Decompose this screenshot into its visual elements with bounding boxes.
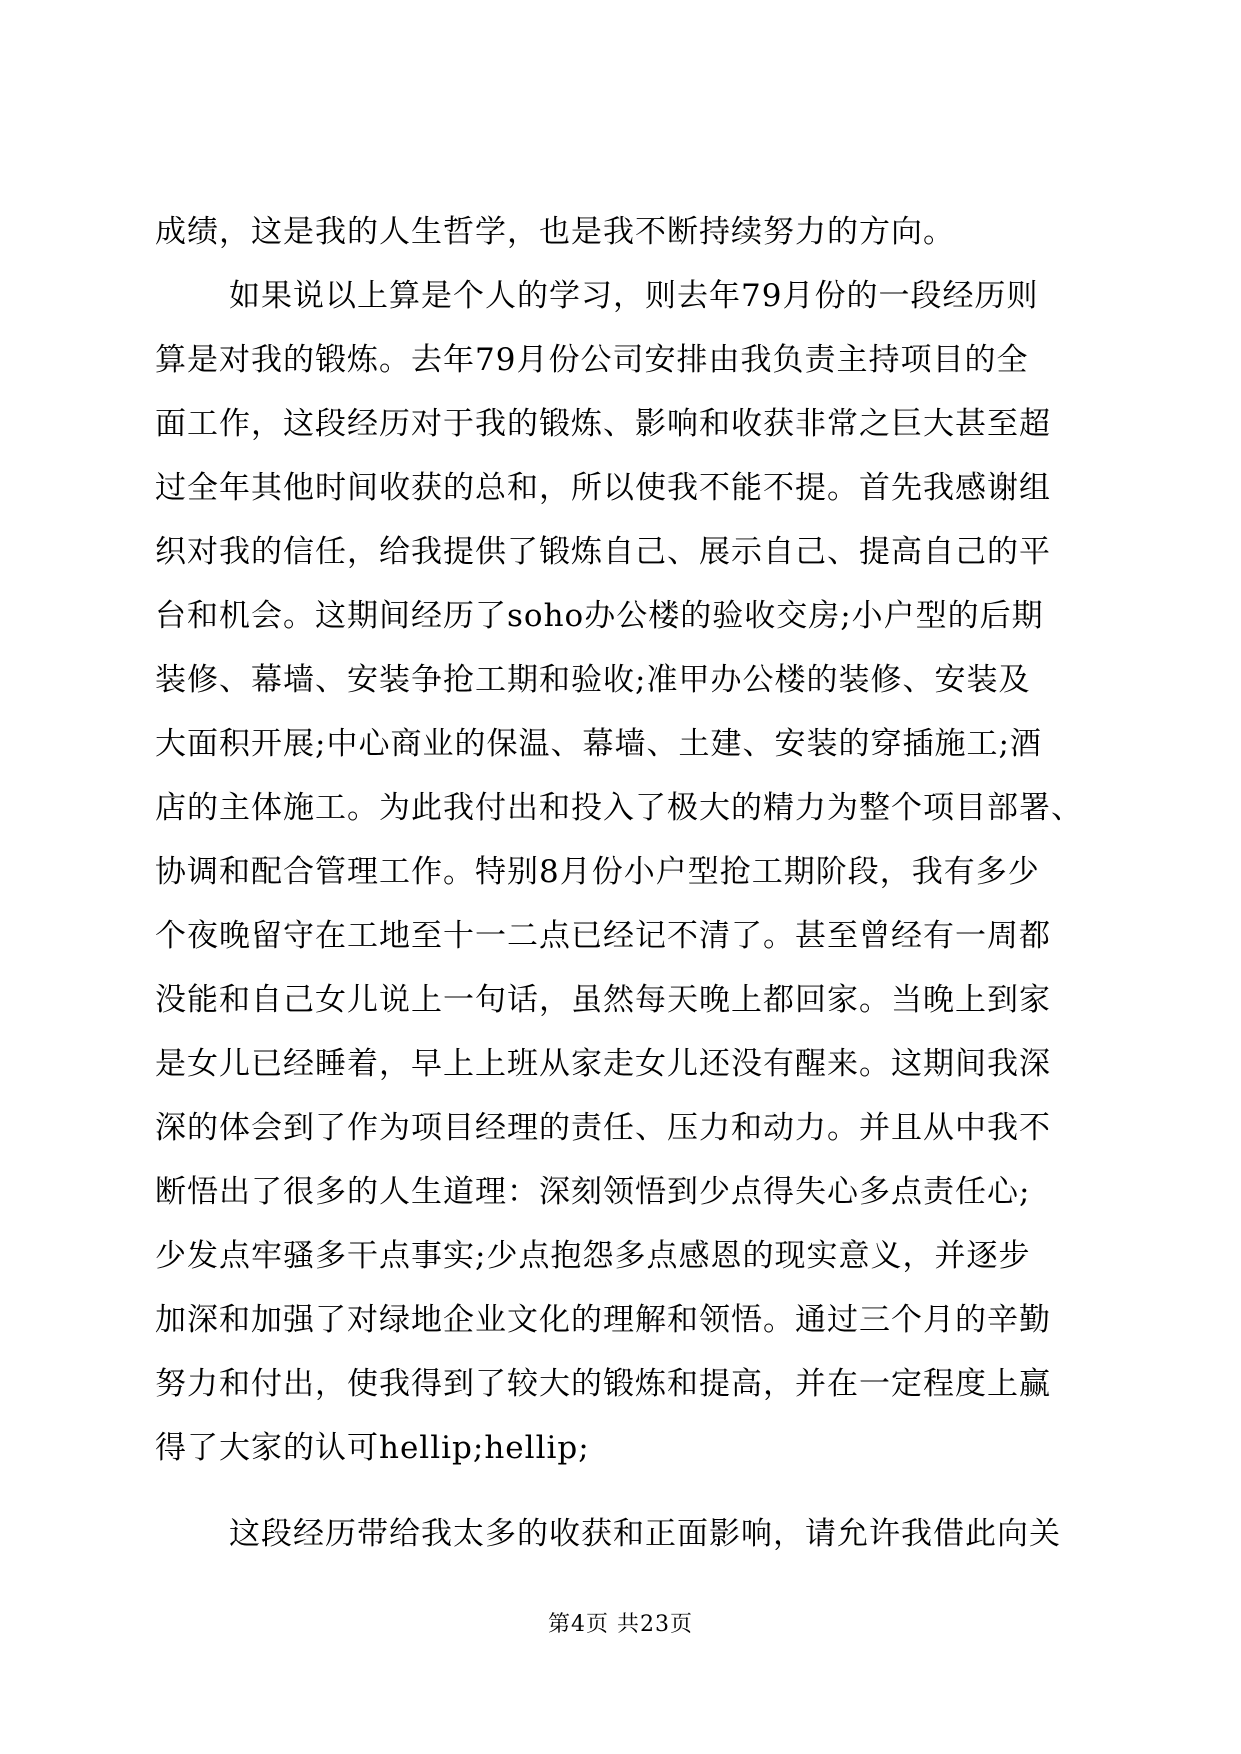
text-line: 算是对我的锻炼。去年79月份公司安排由我负责主持项目的全 <box>155 342 1029 378</box>
text-line: 个夜晚留守在工地至十一二点已经记不清了。甚至曾经有一周都 <box>155 918 1051 954</box>
text-line: 少发点牢骚多干点事实;少点抱怨多点感恩的现实意义，并逐步 <box>155 1238 1031 1274</box>
text-line: 面工作，这段经历对于我的锻炼、影响和收获非常之巨大甚至超 <box>155 406 1051 442</box>
text-line: 店的主体施工。为此我付出和投入了极大的精力为整个项目部署、 <box>155 790 1083 826</box>
text-line: 深的体会到了作为项目经理的责任、压力和动力。并且从中我不 <box>155 1110 1051 1146</box>
text-line: 过全年其他时间收获的总和，所以使我不能不提。首先我感谢组 <box>155 470 1051 506</box>
text-line: 台和机会。这期间经历了soho办公楼的验收交房;小户型的后期 <box>155 598 1044 634</box>
text-line: 得了大家的认可hellip;hellip; <box>155 1430 590 1466</box>
text-line: 断悟出了很多的人生道理：深刻领悟到少点得失心多点责任心; <box>155 1174 1031 1210</box>
text-line: 大面积开展;中心商业的保温、幕墙、土建、安装的穿插施工;酒 <box>155 726 1042 762</box>
text-line: 成绩，这是我的人生哲学，也是我不断持续努力的方向。 <box>155 214 955 250</box>
body-text <box>155 200 1085 1566</box>
text-line: 装修、幕墙、安装争抢工期和验收;准甲办公楼的装修、安装及 <box>155 662 1031 698</box>
text-line: 协调和配合管理工作。特别8月份小户型抢工期阶段，我有多少 <box>155 854 1040 890</box>
paragraph-start-line: 如果说以上算是个人的学习，则去年79月份的一段经历则 <box>229 278 1039 314</box>
paragraph-start-line: 这段经历带给我太多的收获和正面影响，请允许我借此向关 <box>229 1516 1061 1552</box>
text-line: 没能和自己女儿说上一句话，虽然每天晚上都回家。当晚上到家 <box>155 982 1051 1018</box>
text-line: 努力和付出，使我得到了较大的锻炼和提高，并在一定程度上赢 <box>155 1366 1051 1402</box>
text-line: 加深和加强了对绿地企业文化的理解和领悟。通过三个月的辛勤 <box>155 1302 1051 1338</box>
text-line: 织对我的信任，给我提供了锻炼自己、展示自己、提高自己的平 <box>155 534 1051 570</box>
page-number-footer: 第4页 共23页 <box>548 1612 693 1637</box>
text-line: 是女儿已经睡着，早上上班从家走女儿还没有醒来。这期间我深 <box>155 1046 1051 1082</box>
